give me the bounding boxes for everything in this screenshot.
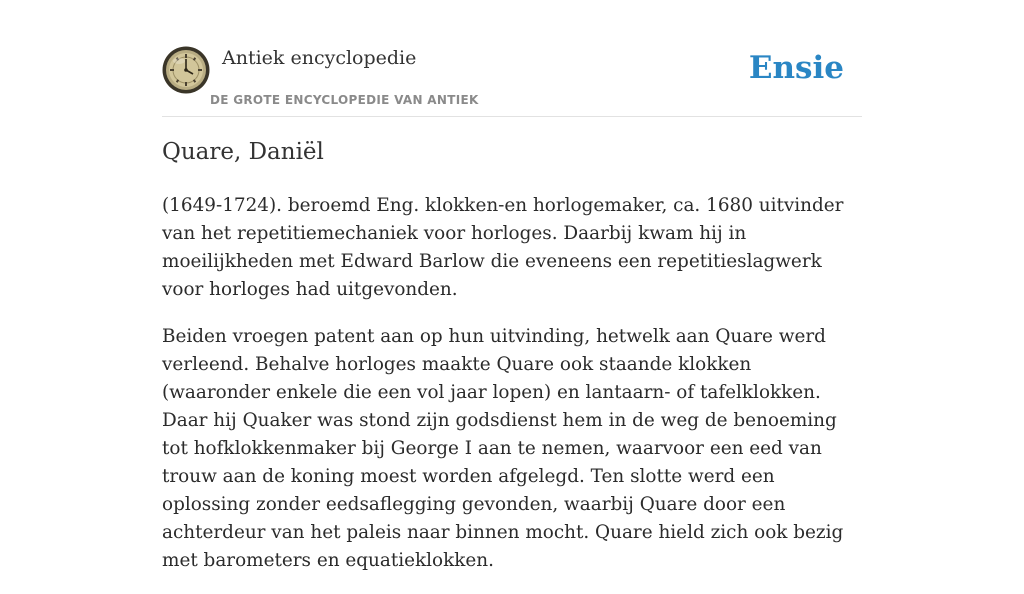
brand-logo-link[interactable]: Ensie [748,50,844,86]
entry-body [162,192,864,594]
site-title-link[interactable]: Antiek encyclopedie [222,47,417,69]
site-subtitle: DE GROTE ENCYCLOPEDIE VAN ANTIEK [210,93,479,107]
antique-clock-icon[interactable] [162,46,210,94]
site-header [162,0,862,117]
entry-paragraph: Beiden vroegen patent aan op hun uitvinding, hetwelk aan Quare werd verleend. Behalve horloges maakte Quare ook staande klokken (waaronder enkele die een vol jaar lopen) en lantaarn- of tafelklokken. Daar hij Quaker was stond zijn godsdienst hem in de weg de benoeming tot hofklokkenmaker bij George I aan te nemen, waarvoor een eed van trouw aan de koning moest worden afgelegd. Ten slotte werd een oplossing zonder eedsaflegging gevonden, waarbij Quare door een achterdeur van het paleis naar binnen mocht. Quare hield zich ook bezig met barometers en equatieklokken. [162,326,844,571]
entry-paragraph: (1649-1724). beroemd Eng. klokken-en horlogemaker, ca. 1680 uitvinder van het repetitiemechaniek voor horloges. Daarbij kwam hij in moeilijkheden met Edward Barlow die eveneens een repetitieslagwerk voor horloges had uitgevonden. [162,195,844,300]
page [162,0,862,571]
entry-title: Quare, Daniël [162,139,324,165]
